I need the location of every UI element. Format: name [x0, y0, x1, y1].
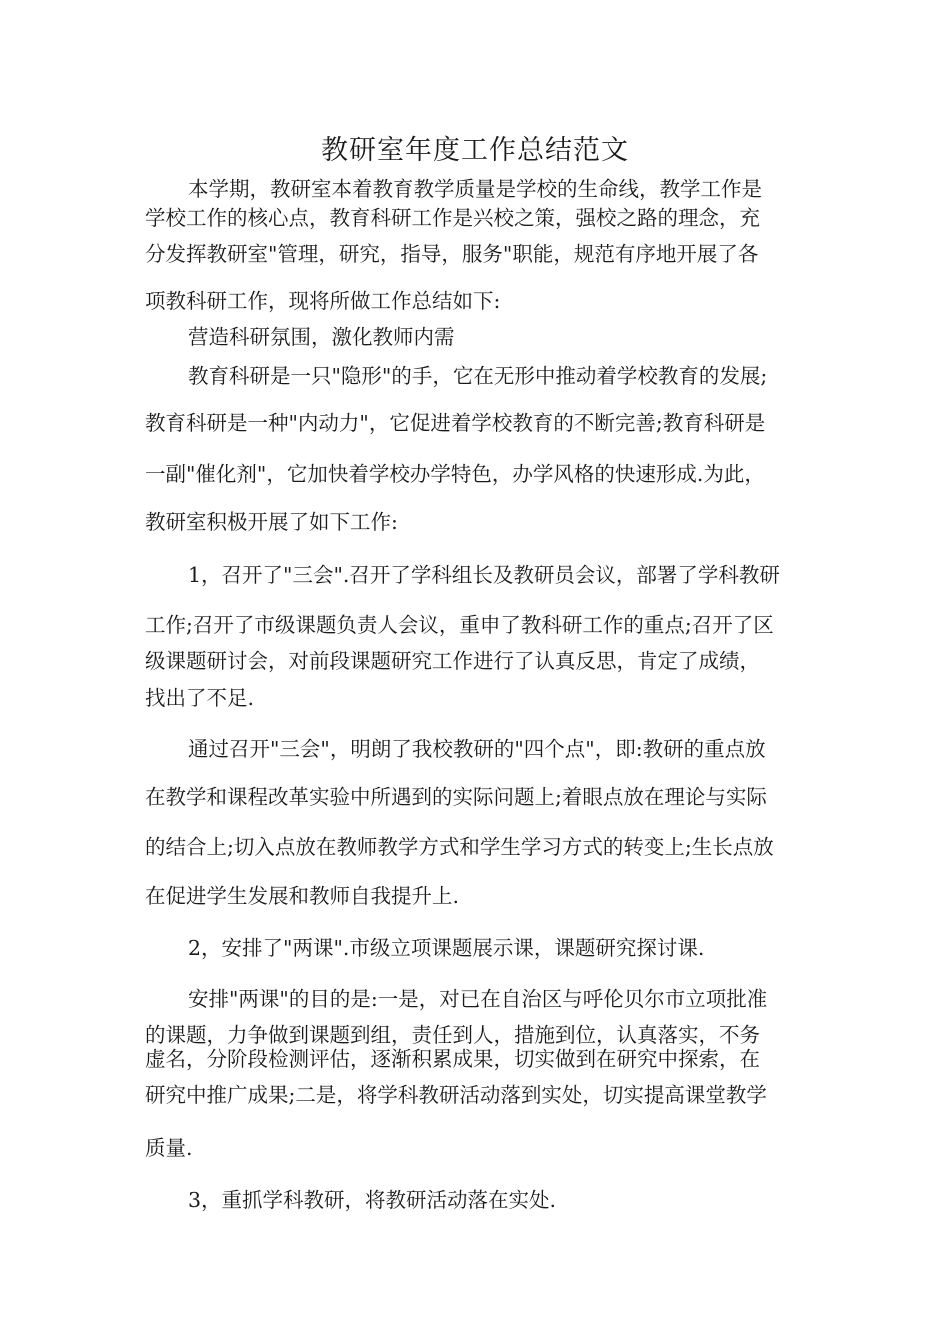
paragraph-line: 的课题，力争做到课题到组，责任到人，措施到位，认真落实，不务 — [145, 1023, 760, 1047]
paragraph-line: 虚名，分阶段检测评估，逐渐积累成果，切实做到在研究中探索，在 — [145, 1047, 760, 1071]
section-heading: 营造科研氛围，激化教师内需 — [188, 325, 455, 349]
paragraph-line: 分发挥教研室"管理，研究，指导，服务"职能，规范有序地开展了各 — [145, 242, 759, 266]
paragraph-line: 一副"催化剂"，它加快着学校办学特色，办学风格的快速形成.为此， — [145, 462, 765, 486]
paragraph-line: 级课题研讨会，对前段课题研究工作进行了认真反思，肯定了成绩， — [145, 649, 760, 673]
paragraph-line: 在教学和课程改革实验中所遇到的实际问题上;着眼点放在理论与实际 — [145, 785, 767, 809]
document-title: 教研室年度工作总结范文 — [321, 135, 629, 166]
paragraph-line: 项教科研工作，现将所做工作总结如下: — [145, 289, 501, 313]
paragraph-line: 通过召开"三会"，明朗了我校教研的"四个点"，即:教研的重点放 — [188, 737, 766, 761]
paragraph-line: 在促进学生发展和教师自我提升上. — [145, 884, 460, 908]
paragraph-line: 教育科研是一种"内动力"，它促进着学校教育的不断完善;教育科研是 — [145, 411, 766, 435]
paragraph-line: 2，安排了"两课".市级立项课题展示课，课题研究探讨课. — [188, 936, 705, 960]
paragraph-line: 学校工作的核心点，教育科研工作是兴校之策，强校之路的理念，充 — [145, 206, 760, 230]
paragraph-line: 教研室积极开展了如下工作: — [145, 510, 398, 534]
paragraph-line: 工作;召开了市级课题负责人会议，重申了教科研工作的重点;召开了区 — [145, 613, 774, 637]
paragraph-line: 找出了不足. — [145, 686, 255, 710]
paragraph-line: 研究中推广成果;二是，将学科教研活动落到实处，切实提高课堂教学 — [145, 1083, 767, 1107]
paragraph-line: 1，召开了"三会".召开了学科组长及教研员会议，部署了学科教研 — [188, 563, 780, 587]
paragraph-line: 的结合上;切入点放在教师教学方式和学生学习方式的转变上;生长点放 — [145, 835, 774, 859]
paragraph-line: 安排"两课"的目的是:一是，对已在自治区与呼伦贝尔市立项批准 — [188, 987, 768, 1011]
paragraph-line: 3，重抓学科教研，将教研活动落在实处. — [188, 1188, 557, 1212]
paragraph-line: 本学期，教研室本着教育教学质量是学校的生命线，教学工作是 — [188, 177, 762, 201]
paragraph-line: 质量. — [145, 1136, 193, 1160]
paragraph-line: 教育科研是一只"隐形"的手，它在无形中推动着学校教育的发展; — [188, 364, 768, 388]
